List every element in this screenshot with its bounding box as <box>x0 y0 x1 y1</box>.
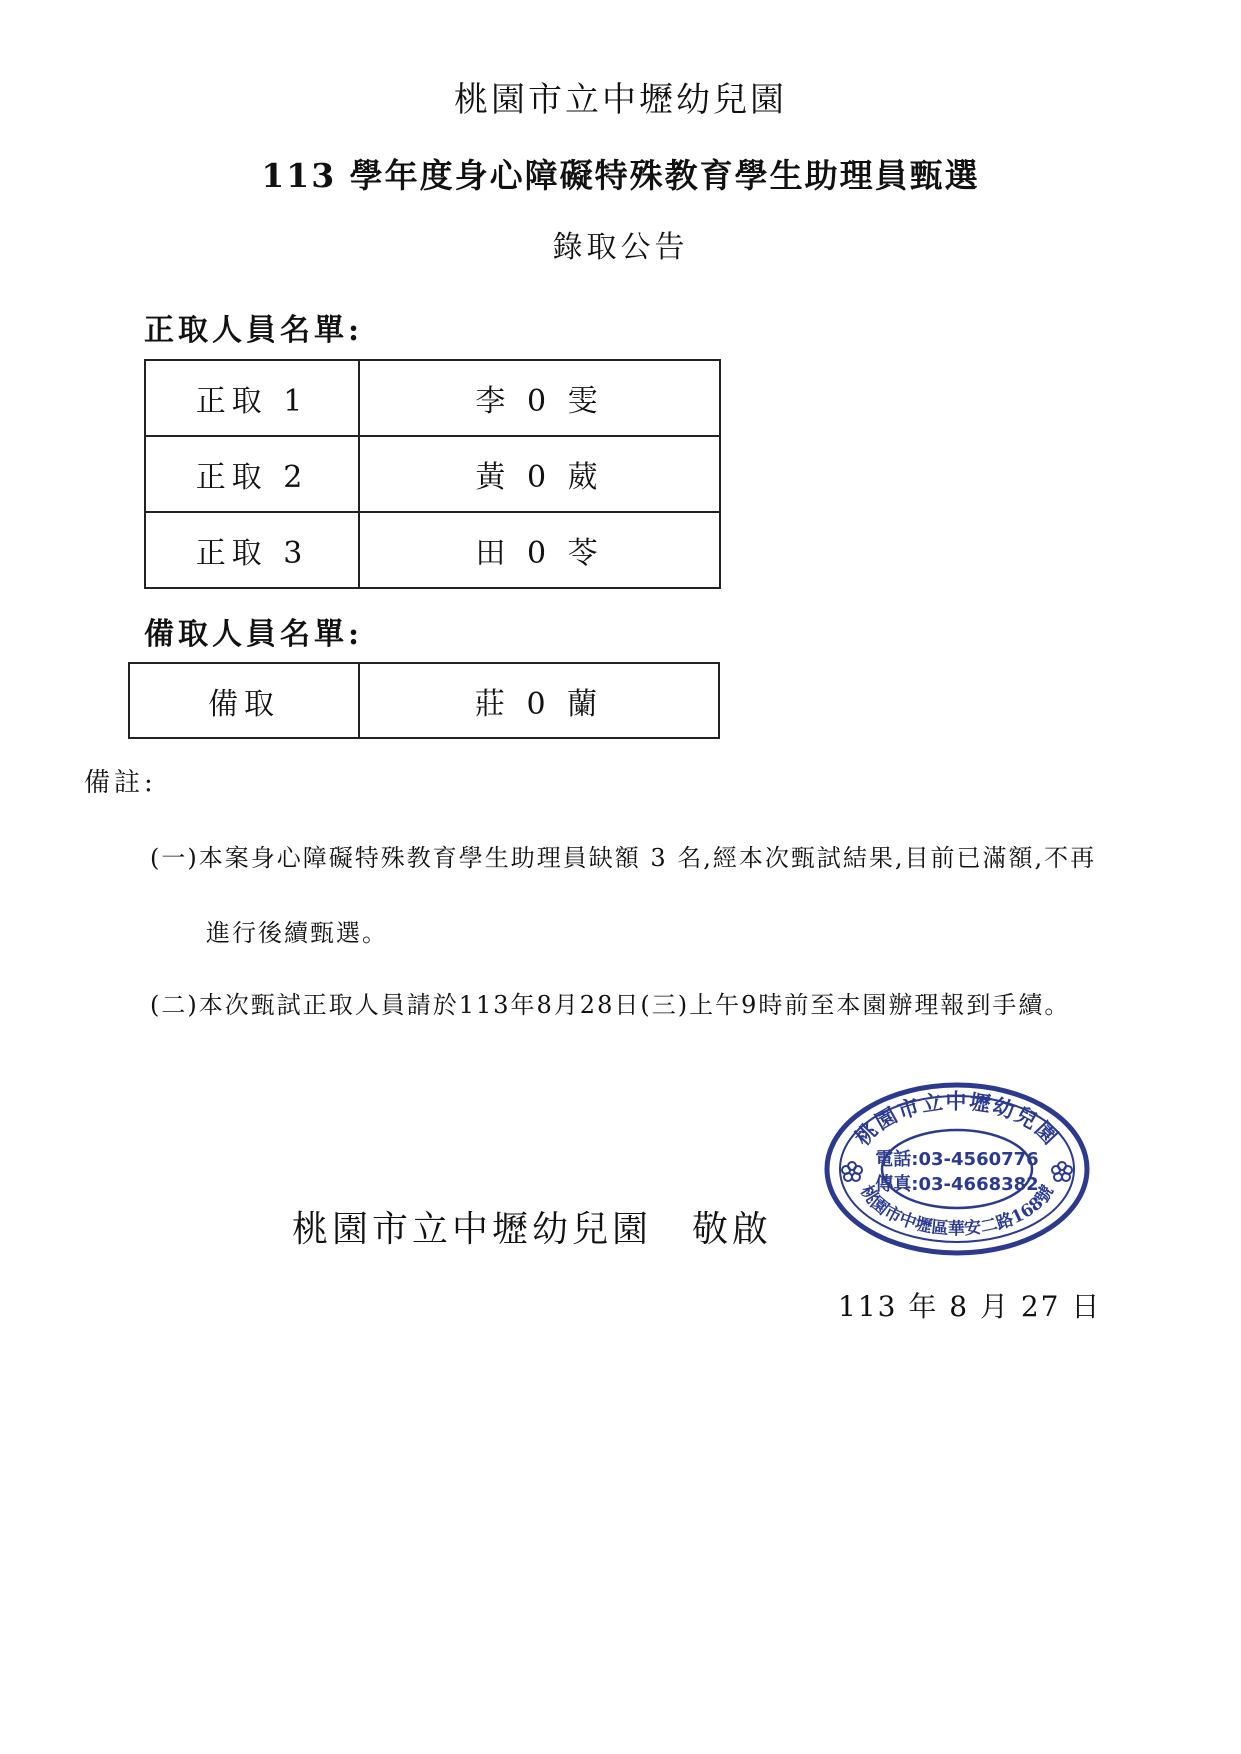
note-item-1-continued: 進行後續甄選。 <box>206 919 388 947</box>
announcement-title: 113 學年度身心障礙特殊教育學生助理員甄選 <box>261 156 980 195</box>
rank-cell: 正取 1 <box>145 360 359 436</box>
official-seal <box>822 1080 1092 1258</box>
note-item-1: (一)本案身心障礙特殊教育學生助理員缺額 3 名,經本次甄試結果,目前已滿額,不再 <box>150 844 1097 872</box>
name-cell: 黃 0 葳 <box>359 436 720 512</box>
table-row <box>145 360 720 436</box>
announcement-subtitle: 錄取公告 <box>552 230 689 265</box>
signature: 桃園市立中壢幼兒園 敬啟 <box>292 1209 773 1250</box>
rank-cell: 正取 2 <box>145 436 359 512</box>
admitted-table <box>144 359 721 589</box>
rank-cell: 正取 3 <box>145 512 359 588</box>
table-row <box>145 436 720 512</box>
waitlist-table <box>128 662 720 739</box>
issue-date: 113 年 8 月 27 日 <box>838 1290 1102 1323</box>
table-row <box>129 663 719 738</box>
seal-fax-text: 傳真:03-4668382 <box>875 1174 1039 1195</box>
seal-address-text: 桃園市中壢區華安二路168號 <box>856 1182 1058 1240</box>
rank-cell: 備取 <box>129 663 359 738</box>
note-item-2: (二)本次甄試正取人員請於113年8月28日(三)上午9時前至本園辦理報到手續。 <box>150 991 1071 1019</box>
table-row <box>145 512 720 588</box>
plum-blossom-icon <box>1052 1162 1072 1181</box>
notes-heading: 備註: <box>84 768 157 798</box>
school-title: 桃園市立中壢幼兒園 <box>454 80 787 120</box>
name-cell: 李 0 雯 <box>359 360 720 436</box>
admitted-heading: 正取人員名單: <box>144 313 364 348</box>
name-cell: 莊 0 蘭 <box>359 663 719 738</box>
waitlist-heading: 備取人員名單: <box>144 617 364 652</box>
plum-blossom-icon <box>842 1162 862 1181</box>
seal-top-text: 桃園市立中壢幼兒園 <box>849 1088 1065 1151</box>
seal-phone-text: 電話:03-4560776 <box>875 1149 1039 1170</box>
name-cell: 田 0 苓 <box>359 512 720 588</box>
